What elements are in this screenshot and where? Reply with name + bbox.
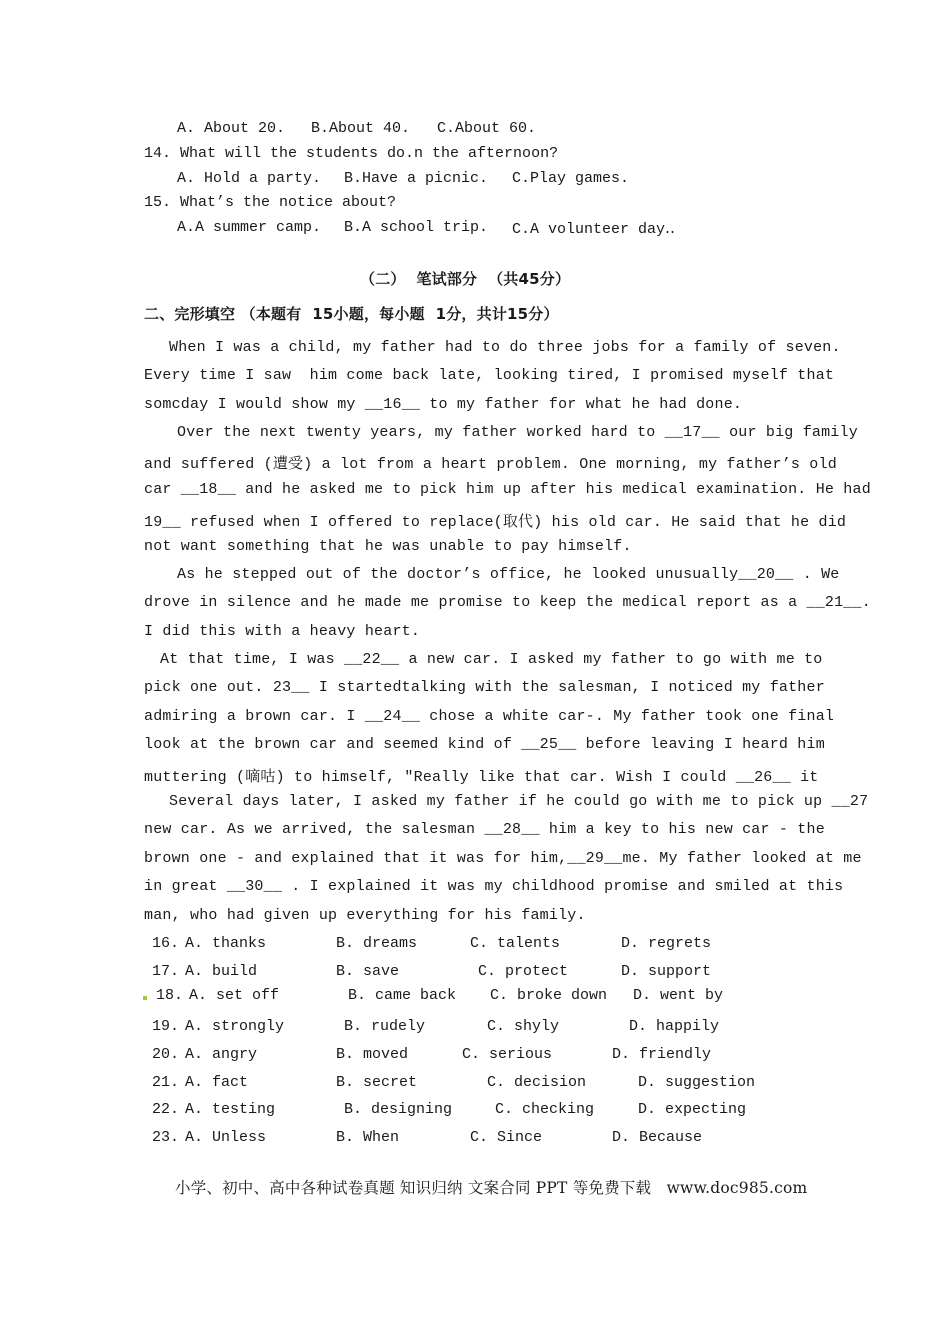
option-c: C. shyly bbox=[487, 1018, 560, 1035]
part-heading: 二、完形填空 （本题有 15小题，每小题 1分，共计15分） bbox=[144, 305, 559, 323]
passage-line: muttering (嘀咕) to himself, "Really like that car. Wish I could __26__ it bbox=[144, 769, 819, 786]
passage-line: man, who had given up everything for his family. bbox=[144, 907, 586, 924]
passage-line: Several days later, I asked my father if he could go with me to pick up __27 bbox=[169, 793, 869, 810]
option-d: D. happily bbox=[629, 1018, 720, 1035]
q14-option-b: B.Have a picnic. bbox=[344, 170, 489, 187]
question-number: 18. bbox=[156, 987, 184, 1004]
option-c: C. decision bbox=[487, 1074, 587, 1091]
passage-line: in great __30__ . I explained it was my childhood promise and smiled at this bbox=[144, 878, 844, 895]
question-number: 17. bbox=[152, 963, 180, 980]
option-d: D. suggestion bbox=[638, 1074, 756, 1091]
option-a: A. Unless bbox=[185, 1129, 267, 1146]
question-number: 16. bbox=[152, 935, 180, 952]
option-a: A. angry bbox=[185, 1046, 258, 1063]
question-number: 19. bbox=[152, 1018, 180, 1035]
option-b: B. rudely bbox=[344, 1018, 426, 1035]
option-c: C. broke down bbox=[490, 987, 608, 1004]
option-d: D. regrets bbox=[621, 935, 712, 952]
option-c: C. Since bbox=[470, 1129, 543, 1146]
passage-line: somcday I would show my __16__ to my father for what he had done. bbox=[144, 396, 743, 413]
passage-line: look at the brown car and seemed kind of __25__ before leaving I heard him bbox=[144, 736, 825, 753]
q15-question: 15. What’s the notice about? bbox=[144, 194, 397, 211]
option-a: A. fact bbox=[185, 1074, 249, 1091]
passage-line: When I was a child, my father had to do three jobs for a family of seven. bbox=[169, 339, 841, 356]
option-c: C. protect bbox=[478, 963, 569, 980]
q13-option-b: B.About 40. bbox=[311, 120, 411, 137]
option-b: B. secret bbox=[336, 1074, 418, 1091]
q13-option-c: C.About 60. bbox=[437, 120, 537, 137]
option-a: A. strongly bbox=[185, 1018, 285, 1035]
option-c: C. talents bbox=[470, 935, 561, 952]
q14-question: 14. What will the students do.n the afternoon? bbox=[144, 145, 559, 162]
passage-line: drove in silence and he made me promise to keep the medical report as a __21__. bbox=[144, 594, 871, 611]
section-heading: （二） 笔试部分 （共45分） bbox=[360, 270, 571, 288]
passage-line: I did this with a heavy heart. bbox=[144, 623, 421, 640]
q15-option-b: B.A school trip. bbox=[344, 219, 489, 236]
passage-line: pick one out. 23__ I startedtalking with the salesman, I noticed my father bbox=[144, 679, 825, 696]
passage-line: admiring a brown car. I __24__ chose a white car-. My father took one final bbox=[144, 708, 835, 725]
passage-line: brown one - and explained that it was for him,__29__me. My father looked at me bbox=[144, 850, 862, 867]
passage-line: car __18__ and he asked me to pick him up after his medical examination. He had bbox=[144, 481, 871, 498]
question-number: 23. bbox=[152, 1129, 180, 1146]
q13-option-a: A. About 20. bbox=[177, 120, 286, 137]
passage-line: and suffered (遭受) a lot from a heart problem. One morning, my father’s old bbox=[144, 456, 837, 473]
question-number: 22. bbox=[152, 1101, 180, 1118]
option-a: A. testing bbox=[185, 1101, 276, 1118]
option-c: C. checking bbox=[495, 1101, 595, 1118]
q14-option-a: A. Hold a party. bbox=[177, 170, 322, 187]
option-d: D. support bbox=[621, 963, 712, 980]
option-d: D. went by bbox=[633, 987, 724, 1004]
question-number: 21. bbox=[152, 1074, 180, 1091]
option-b: B. dreams bbox=[336, 935, 418, 952]
passage-line: As he stepped out of the doctor’s office, he looked unusually__20__ . We bbox=[177, 566, 840, 583]
option-d: D. Because bbox=[612, 1129, 703, 1146]
passage-line: At that time, I was __22__ a new car. I asked my father to go with me to bbox=[160, 651, 823, 668]
option-b: B. designing bbox=[344, 1101, 453, 1118]
q15-option-c: C.A volunteer day‥ bbox=[512, 221, 676, 238]
option-b: B. When bbox=[336, 1129, 400, 1146]
option-d: D. friendly bbox=[612, 1046, 712, 1063]
question-number: 20. bbox=[152, 1046, 180, 1063]
option-c: C. serious bbox=[462, 1046, 553, 1063]
passage-line: new car. As we arrived, the salesman __28__ him a key to his new car - the bbox=[144, 821, 825, 838]
q15-option-a: A.A summer camp. bbox=[177, 219, 322, 236]
option-a: A. set off bbox=[189, 987, 280, 1004]
q14-option-c: C.Play games. bbox=[512, 170, 630, 187]
passage-line: not want something that he was unable to pay himself. bbox=[144, 538, 632, 555]
passage-line: 19__ refused when I offered to replace(取代) his old car. He said that he did bbox=[144, 514, 847, 531]
option-d: D. expecting bbox=[638, 1101, 747, 1118]
option-a: A. build bbox=[185, 963, 258, 980]
option-b: B. came back bbox=[348, 987, 457, 1004]
passage-line: Over the next twenty years, my father worked hard to __17__ our big family bbox=[177, 424, 858, 441]
option-b: B. save bbox=[336, 963, 400, 980]
passage-line: Every time I saw him come back late, looking tired, I promised myself that bbox=[144, 367, 835, 384]
margin-mark bbox=[143, 996, 147, 1000]
page-footer: 小学、初中、高中各种试卷真题 知识归纳 文案合同 PPT 等免费下载 www.doc985.com bbox=[175, 1179, 808, 1197]
option-a: A. thanks bbox=[185, 935, 267, 952]
option-b: B. moved bbox=[336, 1046, 409, 1063]
